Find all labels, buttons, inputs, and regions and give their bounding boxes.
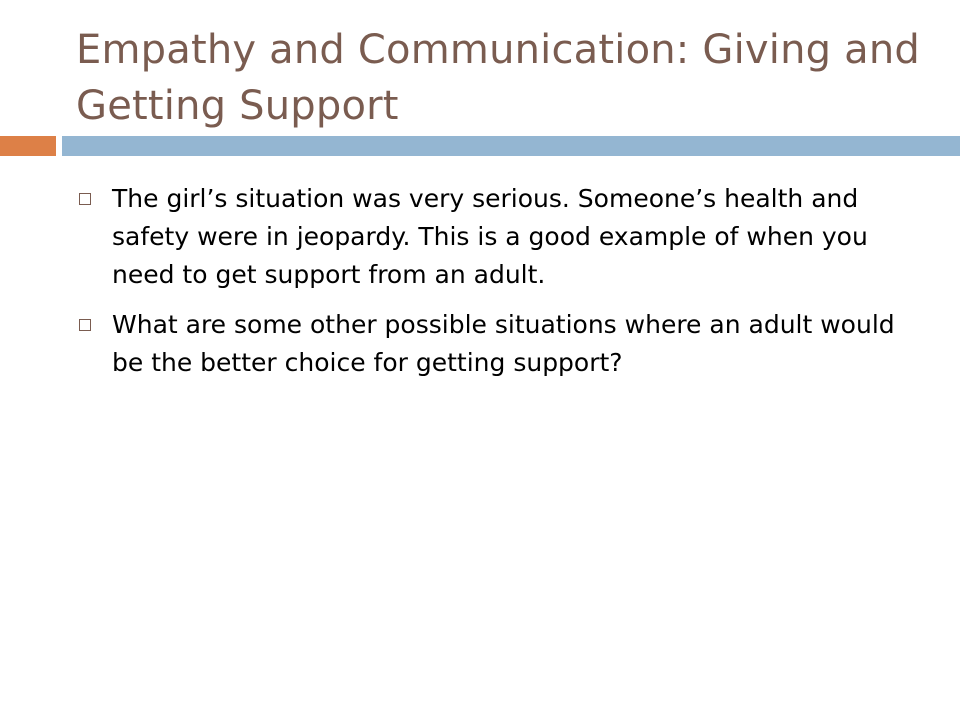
bullet-text: The girl’s situation was very serious. Someone’s health and safety were in jeopardy. This is a good example of when you need to get support from an adult.	[112, 184, 868, 289]
bullet-item	[76, 180, 906, 294]
title-divider-accent-orange	[0, 136, 56, 156]
square-bullet-icon	[79, 319, 91, 331]
bullet-item	[76, 306, 906, 382]
title-divider-accent-blue	[62, 136, 960, 156]
slide-title: Empathy and Communication: Giving and Getting Support	[76, 27, 921, 129]
bullet-text: What are some other possible situations where an adult would be the better choice for getting support?	[112, 310, 895, 377]
bullet-list	[76, 180, 906, 394]
square-bullet-icon	[79, 193, 91, 205]
